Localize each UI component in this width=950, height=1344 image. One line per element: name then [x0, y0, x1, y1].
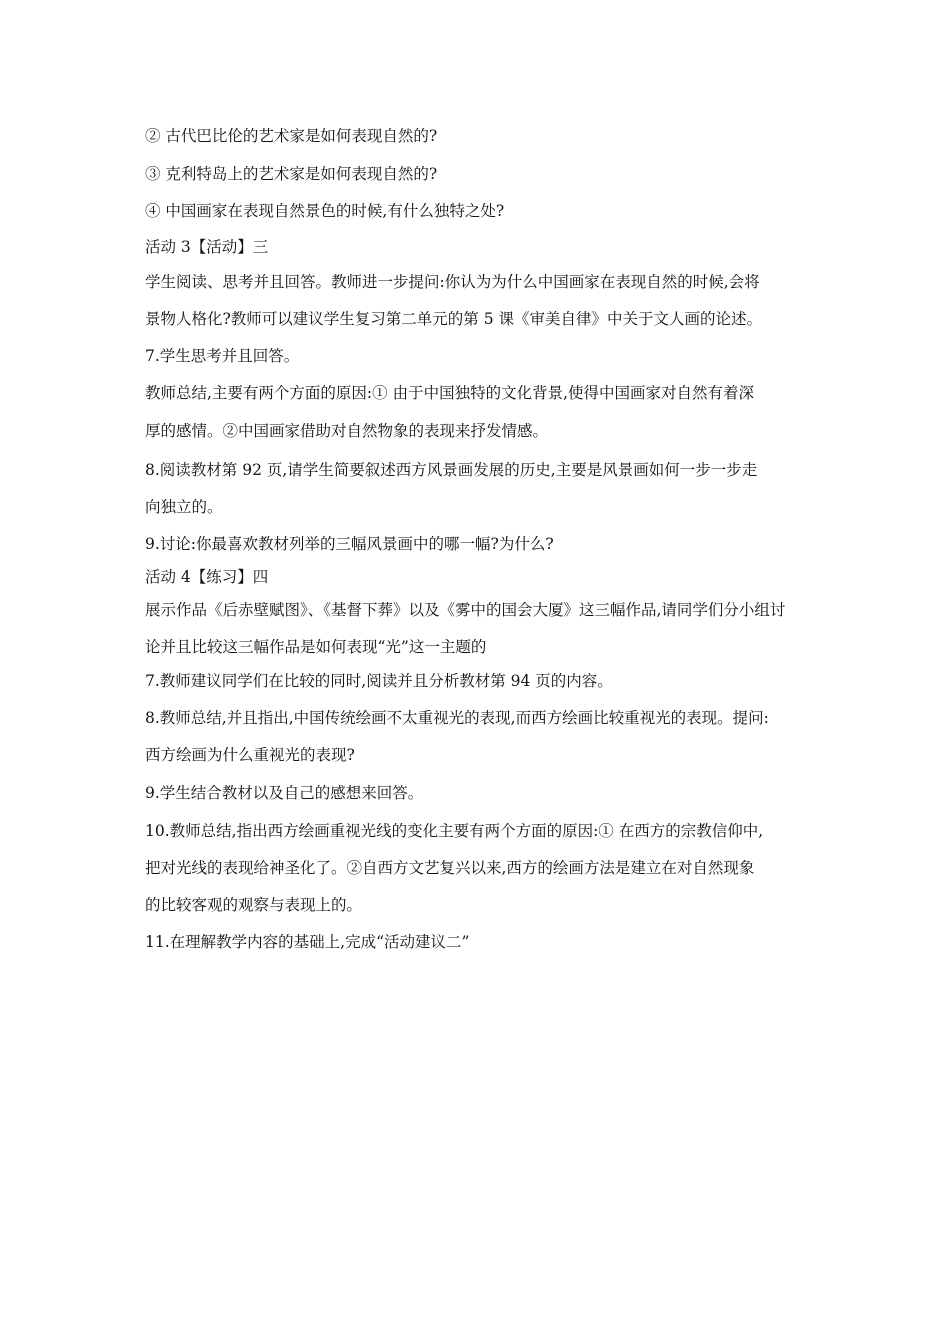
- step-7: 7.学生思考并且回答。: [145, 347, 300, 365]
- step-11: 11.在理解教学内容的基础上,完成“活动建议二”: [145, 933, 470, 951]
- paragraph-line: 把对光线的表现给神圣化了。②自西方文艺复兴以来,西方的绘画方法是建立在对自然现象: [145, 859, 755, 877]
- activity-3-heading: 活动 3【活动】三: [145, 238, 269, 256]
- step-8: 8.阅读教材第 92 页,请学生简要叙述西方风景画发展的历史,主要是风景画如何一步一步走: [145, 461, 758, 479]
- activity-4-heading: 活动 4【练习】四: [145, 568, 269, 586]
- question-4: ④ 中国画家在表现自然景色的时候,有什么独特之处?: [145, 202, 505, 220]
- step-8: 8.教师总结,并且指出,中国传统绘画不太重视光的表现,而西方绘画比较重视光的表现。提问:: [145, 709, 769, 727]
- step-9: 9.学生结合教材以及自己的感想来回答。: [145, 784, 424, 802]
- paragraph-line: 景物人格化?教师可以建议学生复习第二单元的第 5 课《审美自律》中关于文人画的论述。: [145, 310, 763, 328]
- paragraph-line: 论并且比较这三幅作品是如何表现“光”这一主题的: [145, 638, 487, 656]
- paragraph-line: 的比较客观的观察与表现上的。: [145, 896, 363, 914]
- paragraph-line: 展示作品《后赤壁赋图》、《基督下葬》以及《雾中的国会大厦》这三幅作品,请同学们分小组讨: [145, 601, 786, 619]
- step-10: 10.教师总结,指出西方绘画重视光线的变化主要有两个方面的原因:① 在西方的宗教信仰中,: [145, 822, 764, 840]
- paragraph-line: 向独立的。: [145, 498, 223, 516]
- step-7: 7.教师建议同学们在比较的同时,阅读并且分析教材第 94 页的内容。: [145, 672, 613, 690]
- paragraph-line: 厚的感情。②中国画家借助对自然物象的表现来抒发情感。: [145, 422, 549, 440]
- paragraph-line: 学生阅读、思考并且回答。教师进一步提问:你认为为什么中国画家在表现自然的时候,会将: [145, 273, 760, 291]
- step-9: 9.讨论:你最喜欢教材列举的三幅风景画中的哪一幅?为什么?: [145, 535, 554, 553]
- question-3: ③ 克利特岛上的艺术家是如何表现自然的?: [145, 165, 438, 183]
- paragraph-line: 教师总结,主要有两个方面的原因:① 由于中国独特的文化背景,使得中国画家对自然有着深: [145, 384, 755, 402]
- paragraph-line: 西方绘画为什么重视光的表现?: [145, 746, 355, 764]
- question-2: ② 古代巴比伦的艺术家是如何表现自然的?: [145, 127, 438, 145]
